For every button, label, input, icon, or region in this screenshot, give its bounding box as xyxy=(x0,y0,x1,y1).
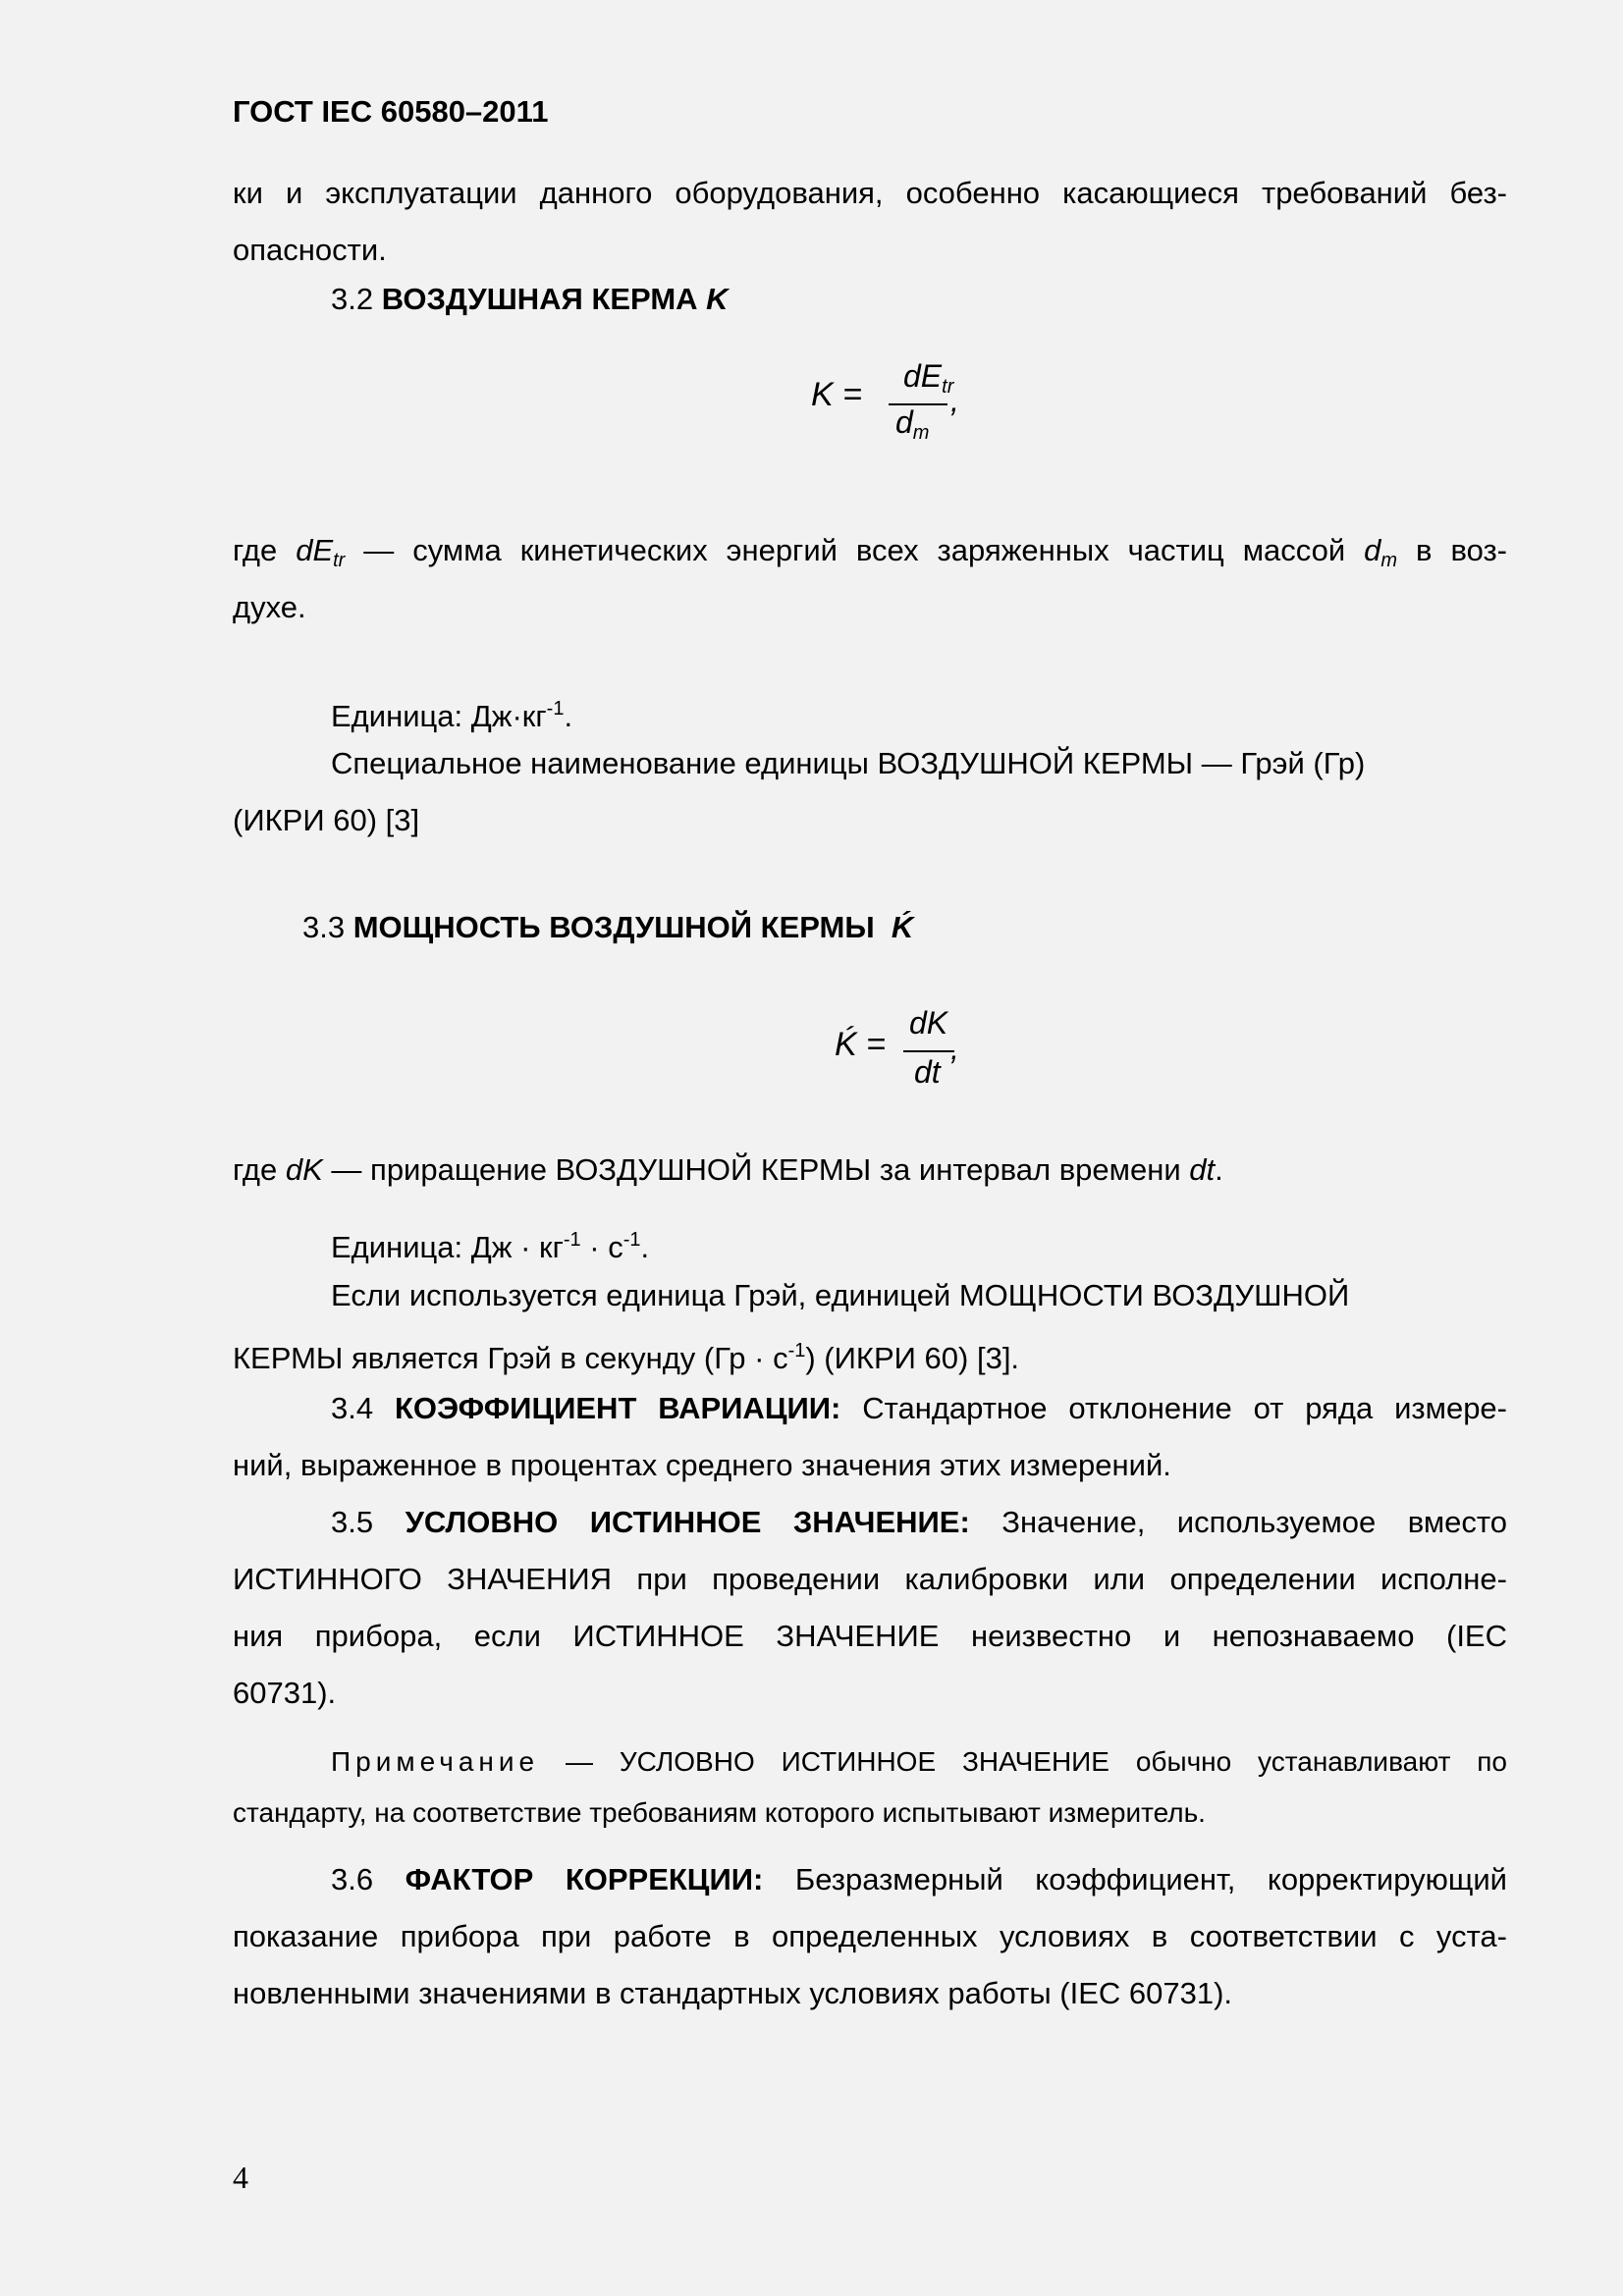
gray-line-2: КЕРМЫ является Грэй в секунду $(Гр \cdot с^{-1})$ (ИКРИ 60) [3]. xyxy=(233,1340,1020,1375)
unit-air-kerma-rate: Единица: Дж · $кг^{-1} \cdot с^{-1}$. xyxy=(331,1229,650,1264)
section-title: ВОЗДУШНАЯ КЕРМА xyxy=(381,282,698,316)
section-title: УСЛОВНО ИСТИННОЕ ЗНАЧЕНИЕ: xyxy=(405,1505,970,1539)
section-3-6-line-1: 3.6 ФАКТОР КОРРЕКЦИИ: Безразмерный коэффициент, корректирующий xyxy=(331,1862,1507,1896)
section-title: КОЭФФИЦИЕНТ ВАРИАЦИИ: xyxy=(394,1391,841,1425)
section-3-5-line-3: ния прибора, если ИСТИННОЕ ЗНАЧЕНИЕ неизвестно и непознаваемо (IEC xyxy=(233,1619,1507,1653)
section-title: ФАКТОР КОРРЕКЦИИ: xyxy=(405,1862,764,1896)
formula-numerator: dK xyxy=(909,1005,948,1041)
section-number: 3.6 xyxy=(331,1862,374,1896)
formula-denominator: dt xyxy=(914,1054,941,1090)
fraction-line xyxy=(903,1050,954,1052)
formula-lhs: K = xyxy=(811,376,862,413)
section-title: МОЩНОСТЬ ВОЗДУШНОЙ КЕРМЫ xyxy=(352,910,875,944)
note-line-2: стандарту, на соответствие требованиям которого испытывают измеритель. xyxy=(233,1797,1206,1828)
section-symbol: K xyxy=(706,282,729,316)
section-3-6-line-3: новленными значениями в стандартных условиях работы (IEC 60731). xyxy=(233,1976,1233,2010)
section-3-5-line-4: 60731). xyxy=(233,1676,337,1710)
section-3-4-line-1: 3.4 КОЭФФИЦИЕНТ ВАРИАЦИИ: Стандартное отклонение от ряда измере- xyxy=(331,1391,1507,1425)
section-3-4-line-2: ний, выраженное в процентах среднего значения этих измерений. xyxy=(233,1448,1171,1482)
where-line-kerma-rate: где dK — приращение ВОЗДУШНОЙ КЕРМЫ за интервал времени dt. xyxy=(233,1152,1223,1187)
note-label: Примечание xyxy=(331,1746,540,1777)
intro-line-2: опасности. xyxy=(233,233,387,267)
gray-line-1: Если используется единица Грэй, единицей МОЩНОСТИ ВОЗДУШНОЙ xyxy=(331,1278,1350,1312)
formula-numerator: $dE_{tr}$ xyxy=(903,358,954,398)
formula-denominator: $d_m$ xyxy=(895,404,930,444)
where-line-1: где $dE_{tr}$ — сумма кинетических энергий всех заряженных частиц массой $d_m$ в воз- xyxy=(233,533,1507,571)
formula-lhs: Ḱ = xyxy=(835,1026,886,1063)
where-line-2: духе. xyxy=(233,590,306,624)
section-3-5-line-1: 3.5 УСЛОВНО ИСТИННОЕ ЗНАЧЕНИЕ: Значение, используемое вместо xyxy=(331,1505,1507,1539)
special-name-line-2: (ИКРИ 60) [3] xyxy=(233,803,420,837)
section-number: 3.4 xyxy=(331,1391,374,1425)
section-symbol: Ḱ xyxy=(891,910,914,944)
formula-comma: , xyxy=(950,1031,959,1066)
section-3-5-line-2: ИСТИННОГО ЗНАЧЕНИЯ при проведении калибровки или определении исполне- xyxy=(233,1562,1507,1596)
section-number: 3.5 xyxy=(331,1505,374,1539)
section-3-6-line-2: показание прибора при работе в определенных условиях в соответствии с уста- xyxy=(233,1919,1507,1953)
section-3-3-heading xyxy=(302,899,1481,956)
section-3-2-heading xyxy=(331,271,1507,328)
intro-line-1: ки и эксплуатации данного оборудования, особенно касающиеся требований без- xyxy=(233,176,1507,210)
note-line-1: Примечание — УСЛОВНО ИСТИННОЕ ЗНАЧЕНИЕ обычно устанавливают по xyxy=(331,1746,1508,1777)
section-number: 3.3 xyxy=(302,910,346,944)
special-name-line-1: Специальное наименование единицы ВОЗДУШНОЙ КЕРМЫ — Грэй (Гр) xyxy=(331,746,1366,780)
page-number: 4 xyxy=(233,2160,248,2195)
section-number: 3.2 xyxy=(331,282,374,316)
formula-comma: , xyxy=(950,383,959,418)
document-header: ГОСТ IEC 60580–2011 xyxy=(233,94,549,129)
unit-air-kerma: Единица: $Дж\cdot кг^{-1}$. xyxy=(331,698,573,733)
